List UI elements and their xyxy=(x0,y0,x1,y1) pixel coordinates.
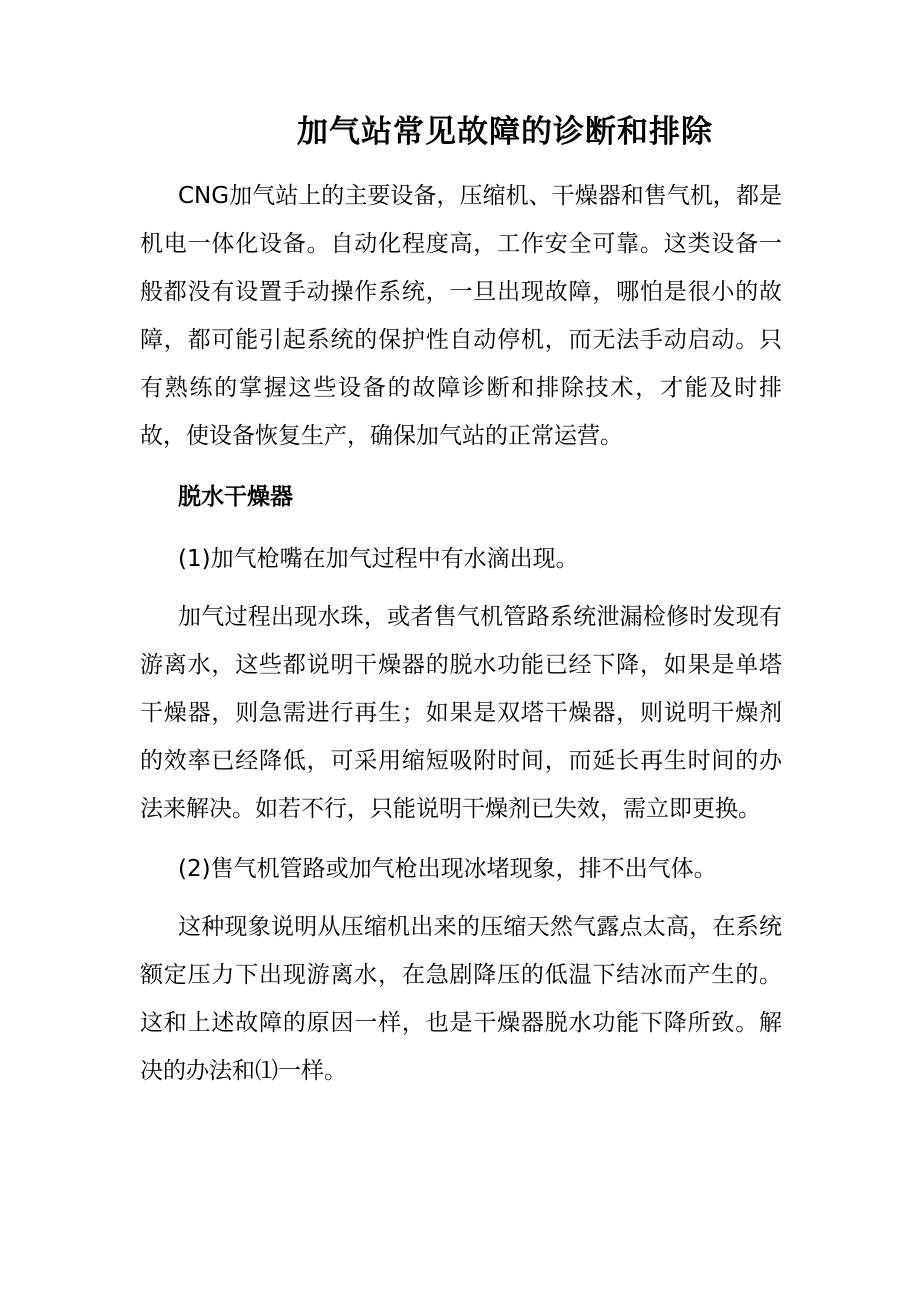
fault-item-2: (2)售气机管路或加气枪出现冰堵现象，排不出气体。 xyxy=(178,856,717,882)
section-heading: 脱水干燥器 xyxy=(178,484,293,510)
fault-item-1: (1)加气枪嘴在加气过程中有水滴出现。 xyxy=(178,546,579,572)
fault-1-explanation: 加气过程出现水珠，或者售气机管路系统泄漏检修时发现有游离水，这些都说明干燥器的脱水功能已经下降，如果是单塔干燥器，则急需进行再生；如果是双塔干燥器，则说明干燥剂的效率已经降低，可采用缩短吸附时间，而延长再生时间的办法来解决。如若不行，只能说明干燥剂已失效，需立即更换。 xyxy=(140,604,782,822)
intro-paragraph: CNG加气站上的主要设备，压缩机、干燥器和售气机，都是机电一体化设备。自动化程度高，工作安全可靠。这类设备一般都没有设置手动操作系统，一旦出现故障，哪怕是很小的故障，都可能引起系统的保护性自动停机，而无法手动启动。只有熟练的掌握这些设备的故障诊断和排除技术，才能及时排故，使设备恢复生产，确保加气站的正常运营。 xyxy=(140,183,782,449)
document-title: 加气站常见故障的诊断和排除 xyxy=(297,114,713,150)
fault-2-explanation: 这种现象说明从压缩机出来的压缩天然气露点太高，在系统额定压力下出现游离水，在急剧降压的低温下结冰而产生的。这和上述故障的原因一样，也是干燥器脱水功能下降所致。解决的办法和⑴一样。 xyxy=(140,914,782,1084)
